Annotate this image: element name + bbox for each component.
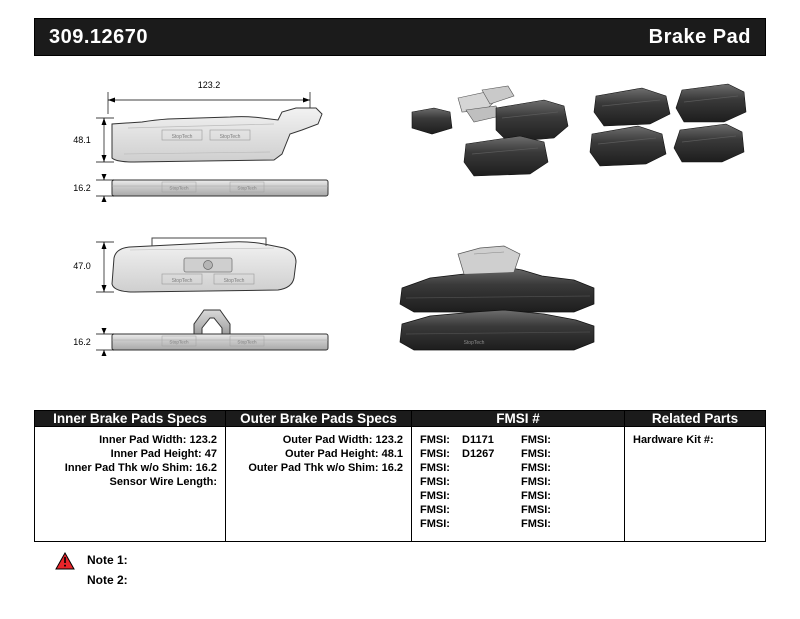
fmsi-left-label-5: FMSI: bbox=[420, 490, 450, 502]
notes-section bbox=[55, 550, 128, 590]
sensor-wire-length: Sensor Wire Length: bbox=[109, 476, 217, 488]
fmsi-left-4 bbox=[420, 475, 515, 489]
fmsi-left-5 bbox=[420, 489, 515, 503]
header-fmsi: FMSI # bbox=[412, 411, 625, 427]
fmsi-right-label-1: FMSI: bbox=[521, 434, 551, 446]
fmsi-right-label-2: FMSI: bbox=[521, 448, 551, 460]
dimension-thickness-16a-label: 16.2 bbox=[73, 183, 91, 193]
document-header bbox=[34, 18, 766, 56]
inner-pad-height: Inner Pad Height: 47 bbox=[110, 448, 217, 460]
hardware-kit-number: Hardware Kit #: bbox=[633, 434, 714, 446]
outer-pad-height: Outer Pad Height: 48.1 bbox=[285, 448, 403, 460]
fmsi-left-3 bbox=[420, 461, 515, 475]
fmsi-right-7 bbox=[521, 517, 616, 531]
svg-text:StopTech: StopTech bbox=[171, 278, 193, 284]
product-photo-kit-right bbox=[590, 84, 746, 166]
dimension-width-label: 123.2 bbox=[197, 80, 221, 90]
cell-outer-specs bbox=[226, 427, 412, 542]
fmsi-left-label-1: FMSI: bbox=[420, 434, 450, 446]
note-2: Note 2: bbox=[87, 573, 128, 587]
fmsi-left-2 bbox=[420, 447, 515, 461]
product-photo-pad-back bbox=[400, 310, 594, 350]
fmsi-right-label-6: FMSI: bbox=[521, 504, 551, 516]
fmsi-left-7 bbox=[420, 517, 515, 531]
svg-text:StopTech: StopTech bbox=[463, 340, 485, 346]
outer-pad-thickness: Outer Pad Thk w/o Shim: 16.2 bbox=[248, 462, 403, 474]
dimension-thickness-16a-line bbox=[96, 174, 114, 202]
svg-text:StopTech: StopTech bbox=[237, 339, 257, 345]
dimension-height-48-label: 48.1 bbox=[73, 135, 91, 145]
dimension-thickness-16b-line bbox=[96, 328, 114, 356]
header-outer-brake-pads-specs: Outer Brake Pads Specs bbox=[226, 411, 412, 427]
dimension-width-line bbox=[108, 92, 310, 114]
fmsi-left-6 bbox=[420, 503, 515, 517]
specs-header-row bbox=[35, 411, 766, 427]
fmsi-right-label-5: FMSI: bbox=[521, 490, 551, 502]
outer-pad-edge-view bbox=[112, 334, 328, 350]
fmsi-left-label-3: FMSI: bbox=[420, 462, 450, 474]
header-related-parts: Related Parts bbox=[625, 411, 766, 427]
dimension-height-47-label: 47.0 bbox=[73, 261, 91, 271]
fmsi-right-2 bbox=[521, 447, 616, 461]
header-inner-brake-pads-specs: Inner Brake Pads Specs bbox=[35, 411, 226, 427]
svg-text:StopTech: StopTech bbox=[223, 278, 245, 284]
fmsi-left-label-6: FMSI: bbox=[420, 504, 450, 516]
fmsi-left-1 bbox=[420, 433, 515, 447]
product-photo-pad-front bbox=[400, 246, 594, 312]
warning-triangle-icon bbox=[55, 552, 75, 575]
fmsi-right-label-3: FMSI: bbox=[521, 462, 551, 474]
specifications-table bbox=[34, 410, 766, 542]
inner-pad-edge-view bbox=[112, 180, 328, 196]
part-number: 309.12670 bbox=[49, 25, 149, 48]
fmsi-right-1 bbox=[521, 433, 616, 447]
cell-inner-specs bbox=[35, 427, 226, 542]
dimension-height-48-line bbox=[96, 118, 114, 162]
fmsi-left-label-2: FMSI: bbox=[420, 448, 450, 460]
svg-text:StopTech: StopTech bbox=[219, 134, 241, 140]
product-type: Brake Pad bbox=[648, 25, 751, 48]
fmsi-left-value-1: D1171 bbox=[462, 434, 494, 446]
specs-body-row bbox=[35, 427, 766, 542]
svg-text:StopTech: StopTech bbox=[169, 185, 189, 191]
outer-pad-top-view bbox=[112, 238, 296, 292]
fmsi-left-label-7: FMSI: bbox=[420, 518, 450, 530]
fmsi-right-label-4: FMSI: bbox=[521, 476, 551, 488]
fmsi-right-6 bbox=[521, 503, 616, 517]
product-photo-kit-left bbox=[412, 86, 568, 176]
fmsi-right-label-7: FMSI: bbox=[521, 518, 551, 530]
fmsi-right-4 bbox=[521, 475, 616, 489]
dimension-height-47-line bbox=[96, 242, 114, 292]
inner-pad-thickness: Inner Pad Thk w/o Shim: 16.2 bbox=[64, 462, 217, 474]
inner-pad-top-view bbox=[112, 108, 322, 162]
dimension-thickness-16b-label: 16.2 bbox=[73, 337, 91, 347]
inner-pad-width: Inner Pad Width: 123.2 bbox=[99, 434, 217, 446]
product-drawings bbox=[34, 62, 766, 402]
fmsi-left-label-4: FMSI: bbox=[420, 476, 450, 488]
fmsi-right-3 bbox=[521, 461, 616, 475]
note-lines bbox=[87, 550, 128, 590]
fmsi-left-value-2: D1267 bbox=[462, 448, 495, 460]
svg-text:StopTech: StopTech bbox=[237, 185, 257, 191]
cell-fmsi bbox=[412, 427, 625, 542]
svg-text:StopTech: StopTech bbox=[171, 134, 193, 140]
cell-related-parts bbox=[625, 427, 766, 542]
outer-pad-width: Outer Pad Width: 123.2 bbox=[282, 434, 403, 446]
note-1: Note 1: bbox=[87, 553, 128, 567]
svg-text:StopTech: StopTech bbox=[169, 339, 189, 345]
fmsi-right-5 bbox=[521, 489, 616, 503]
